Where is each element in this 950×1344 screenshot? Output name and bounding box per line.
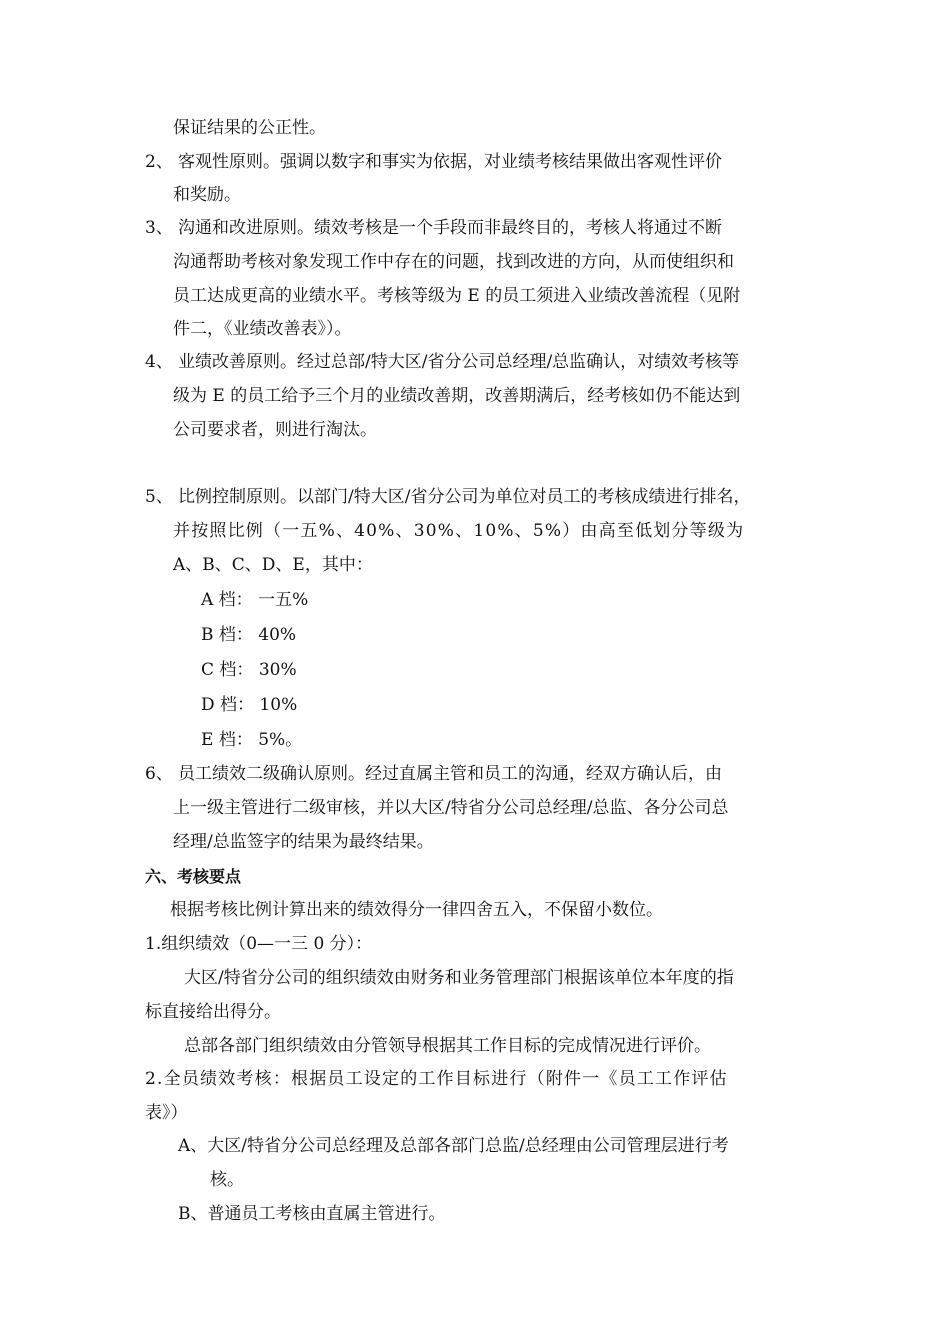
paragraph-line: 根据考核比例计算出来的绩效得分一律四舍五入，不保留小数位。 (170, 900, 663, 920)
paragraph-line: A、B、C、D、E，其中： (173, 555, 373, 575)
grade-c-line: C 档： 30% (201, 660, 297, 680)
paragraph-line: 上一级主管进行二级审核，并以大区/特省分公司总经理/总监、各分公司总 (173, 798, 729, 818)
grade-a-line: A 档： 一五% (201, 590, 309, 610)
paragraph-line: 和奖励。 (173, 185, 241, 205)
paragraph-line: 公司要求者，则进行淘汰。 (173, 420, 377, 440)
paragraph-line: A、大区/特省分公司总经理及总部各部门总监/总经理由公司管理层进行考 (178, 1136, 729, 1156)
paragraph-line: 总部各部门组织绩效由分管领导根据其工作目标的完成情况进行评价。 (184, 1036, 711, 1056)
paragraph-line: 表》） (145, 1103, 188, 1123)
list-number: 4、 (145, 352, 173, 372)
paragraph-line: 大区/特省分公司的组织绩效由财务和业务管理部门根据该单位本年度的指 (184, 968, 734, 988)
list-number: 3、 (145, 218, 173, 238)
paragraph-line: 件二，《业绩改善表》）。 (173, 319, 352, 339)
list-number: 6、 (145, 764, 173, 784)
paragraph-line: 客观性原则。强调以数字和事实为依据，对业绩考核结果做出客观性评价 (178, 152, 722, 172)
paragraph-line: 比例控制原则。以部门/特大区/省分公司为单位对员工的考核成绩进行排名， (178, 487, 751, 507)
paragraph-line: 员工绩效二级确认原则。经过直属主管和员工的沟通，经双方确认后，由 (178, 764, 722, 784)
paragraph-line: 经理/总监签字的结果为最终结果。 (173, 832, 434, 852)
paragraph-line: 业绩改善原则。经过总部/特大区/省分公司总经理/总监确认，对绩效考核等 (178, 352, 740, 372)
subheading: 2.全员绩效考核：根据员工设定的工作目标进行（附件一《员工工作评估 (145, 1069, 728, 1089)
grade-e-line: E 档： 5%。 (201, 730, 303, 750)
subheading: 1.组织绩效（0—一三 0 分）： (145, 934, 373, 954)
grade-b-line: B 档： 40% (201, 625, 297, 645)
paragraph-line: 核。 (210, 1170, 244, 1190)
paragraph-line: 级为 E 的员工给予三个月的业绩改善期，改善期满后，经考核如仍不能达到 (173, 386, 741, 406)
paragraph-line: 标直接给出得分。 (145, 1002, 281, 1022)
paragraph-line: 员工达成更高的业绩水平。考核等级为 E 的员工须进入业绩改善流程（见附 (173, 286, 741, 306)
paragraph-line: 沟通和改进原则。绩效考核是一个手段而非最终目的，考核人将通过不断 (178, 218, 722, 238)
paragraph-line: 沟通帮助考核对象发现工作中存在的问题，找到改进的方向，从而使组织和 (173, 252, 734, 272)
grade-d-line: D 档： 10% (201, 695, 298, 715)
section-heading: 六、考核要点 (145, 867, 242, 886)
list-number: 2、 (145, 152, 173, 172)
list-number: 5、 (145, 487, 173, 507)
paragraph-line: B、普通员工考核由直属主管进行。 (178, 1204, 446, 1224)
paragraph-line: 保证结果的公正性。 (173, 118, 326, 138)
paragraph-line: 并按照比例（一五%、40%、30%、10%、5%）由高至低划分等级为 (173, 521, 745, 541)
